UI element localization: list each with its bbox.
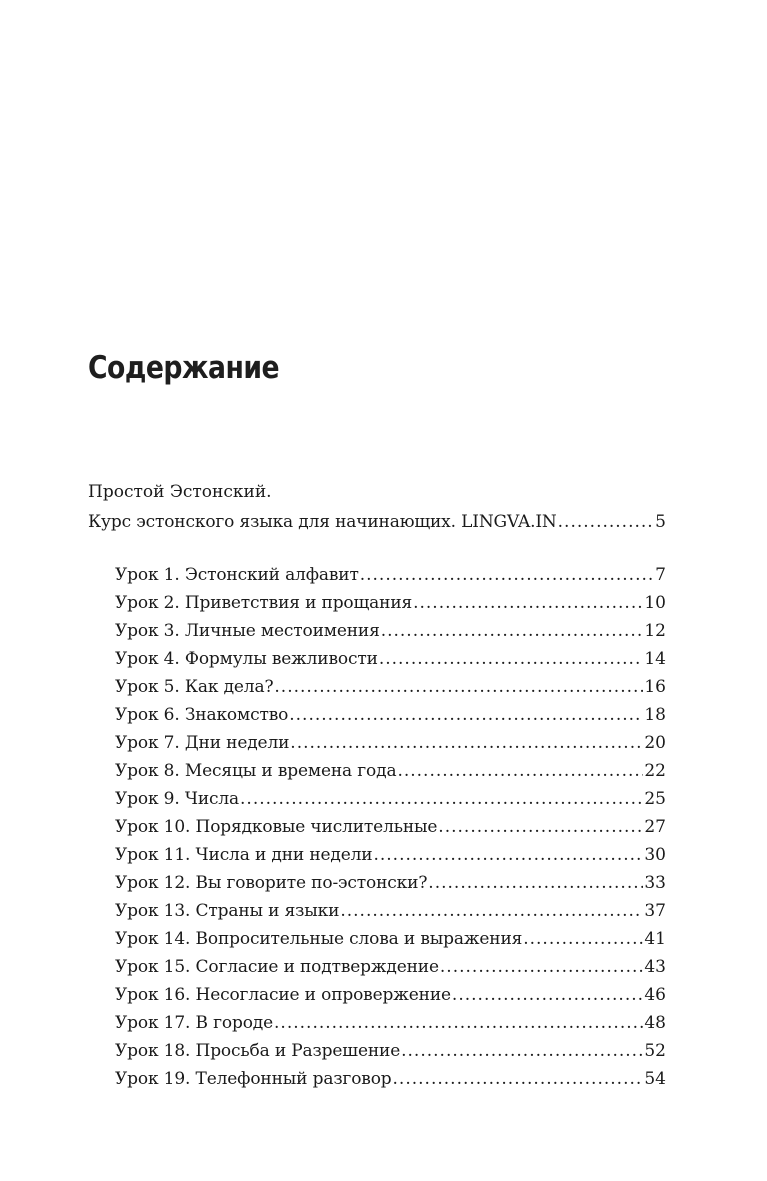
dot-leader (340, 897, 643, 925)
toc-entry-title: Урок 5. Как дела? (115, 677, 274, 697)
toc-entry-title: Урок 19. Телефонный разговор (115, 1069, 392, 1089)
toc-lesson-entry (115, 1037, 666, 1065)
toc-lesson-list (115, 561, 666, 1093)
toc-entry-title: Урок 18. Просьба и Разрешение (115, 1041, 401, 1061)
dot-leader (274, 1009, 643, 1037)
toc-lesson-entry (115, 897, 666, 925)
dot-leader (452, 981, 643, 1009)
toc-lesson-entry (115, 981, 666, 1009)
toc-intro-line2 (88, 507, 666, 537)
toc-entry-page: 5 (655, 512, 666, 532)
toc-entry-title: Урок 14. Вопросительные слова и выражения (115, 929, 523, 949)
dot-leader (393, 1065, 644, 1093)
toc-lesson-entry (115, 841, 666, 869)
toc-entry-title: Урок 3. Личные местоимения (115, 621, 380, 641)
toc-lesson-entry (115, 561, 666, 589)
toc-entry-page: 7 (655, 565, 666, 585)
toc-lesson-entry (115, 785, 666, 813)
toc-lesson-entry (115, 869, 666, 897)
dot-leader (440, 953, 643, 981)
toc-entry-title: Урок 16. Несогласие и опровержение (115, 985, 451, 1005)
toc-entry-page: 20 (644, 733, 666, 753)
dot-leader (289, 701, 643, 729)
toc-entry-page: 54 (644, 1069, 666, 1089)
dot-leader (413, 589, 643, 617)
toc-lesson-entry (115, 673, 666, 701)
toc-entry-title: Урок 1. Эстонский алфавит (115, 565, 359, 585)
dot-leader (381, 617, 644, 645)
toc-entry-title: Урок 9. Числа (115, 789, 240, 809)
toc-entry-title: Урок 2. Приветствия и прощания (115, 593, 413, 613)
toc-entry-page: 12 (644, 621, 666, 641)
dot-leader (397, 757, 643, 785)
toc-lesson-entry (115, 1065, 666, 1093)
toc-entry-page: 43 (644, 957, 666, 977)
toc-entry-page: 10 (644, 593, 666, 613)
dot-leader (558, 507, 655, 537)
toc-entry-page: 52 (644, 1041, 666, 1061)
dot-leader (274, 673, 643, 701)
toc-lesson-entry (115, 589, 666, 617)
toc-entry-title: Урок 10. Порядковые числительные (115, 817, 438, 837)
toc-entry-page: 14 (644, 649, 666, 669)
dot-leader (401, 1037, 643, 1065)
toc-entry-page: 25 (644, 789, 666, 809)
toc-lesson-entry (115, 617, 666, 645)
toc-entry-title: Урок 11. Числа и дни недели (115, 845, 373, 865)
toc-intro-entry (88, 477, 666, 537)
toc-entry-page: 27 (644, 817, 666, 837)
dot-leader (373, 841, 643, 869)
dot-leader (428, 869, 643, 897)
toc-entry-title: Урок 15. Согласие и подтверждение (115, 957, 439, 977)
toc-intro-line1: Простой Эстонский. (88, 482, 272, 502)
toc-entry-page: 30 (644, 845, 666, 865)
toc-lesson-entry (115, 813, 666, 841)
dot-leader (523, 925, 643, 953)
toc-entry-page: 37 (644, 901, 666, 921)
toc-lesson-entry (115, 645, 666, 673)
toc-entry-page: 41 (644, 929, 666, 949)
toc-lesson-entry (115, 757, 666, 785)
toc-entry-page: 16 (644, 677, 666, 697)
dot-leader (360, 561, 654, 589)
toc-lesson-entry (115, 729, 666, 757)
toc-entry-title: Урок 6. Знакомство (115, 705, 289, 725)
toc-entry-page: 46 (644, 985, 666, 1005)
toc-entry-page: 33 (644, 873, 666, 893)
toc-heading: Содержание (88, 350, 280, 386)
toc-entry-page: 22 (644, 761, 666, 781)
dot-leader (379, 645, 644, 673)
dot-leader (290, 729, 643, 757)
toc-entry-page: 18 (644, 705, 666, 725)
toc-lesson-entry (115, 925, 666, 953)
toc-entry-title: Урок 17. В городе (115, 1013, 274, 1033)
dot-leader (438, 813, 643, 841)
dot-leader (240, 785, 643, 813)
toc-lesson-entry (115, 701, 666, 729)
toc-entry-title: Урок 8. Месяцы и времена года (115, 761, 397, 781)
toc-entry-title: Урок 4. Формулы вежливости (115, 649, 378, 669)
toc-entry-page: 48 (644, 1013, 666, 1033)
toc-entry-title: Урок 13. Страны и языки (115, 901, 340, 921)
toc-entry-title: Курс эстонского языка для начинающих. LINGVA.IN (88, 512, 557, 532)
toc-entry-title: Урок 7. Дни недели (115, 733, 290, 753)
toc-lesson-entry (115, 1009, 666, 1037)
toc-entry-title: Урок 12. Вы говорите по-эстонски? (115, 873, 428, 893)
toc-lesson-entry (115, 953, 666, 981)
